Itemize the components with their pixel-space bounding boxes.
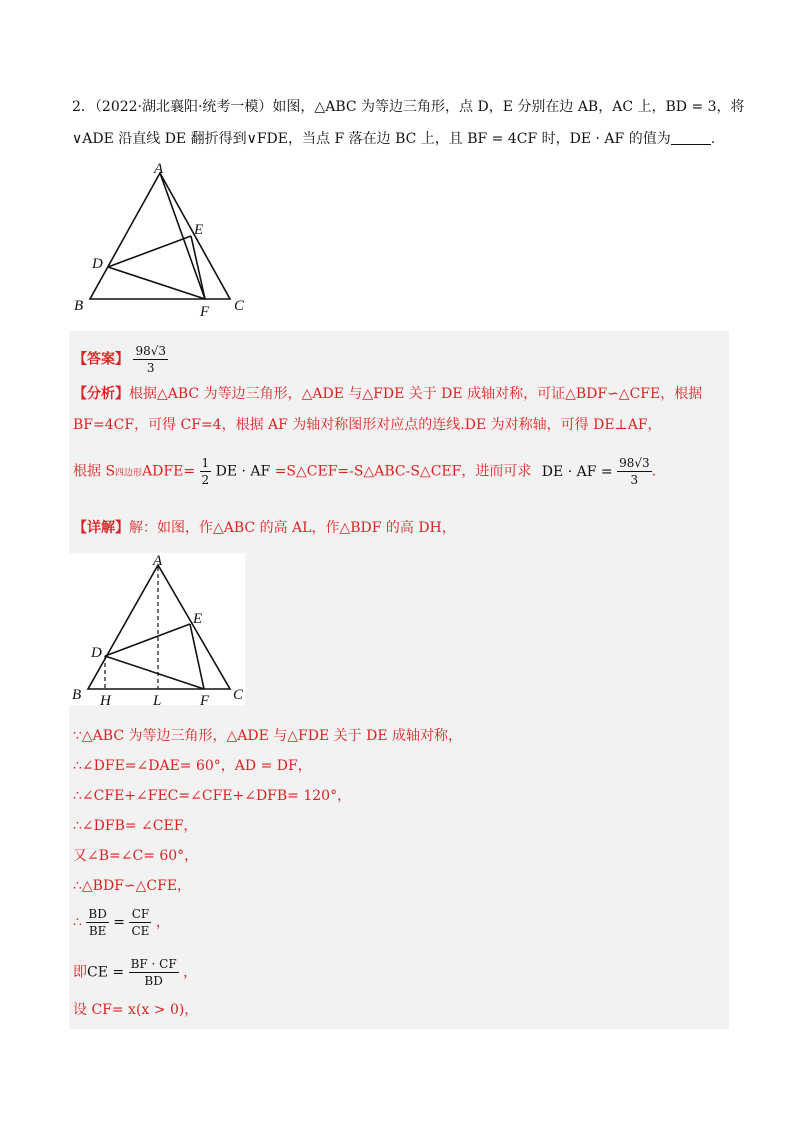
label-c-2: C (233, 687, 244, 703)
ce-suffix: ， (183, 964, 198, 981)
detail-step-5: 又∠B=∠C= 60°， (73, 848, 199, 864)
analysis-answer-num: 98√3 (619, 456, 650, 470)
label-d-2: D (91, 645, 102, 661)
question-line-2 (72, 128, 715, 150)
triangle-abc-2 (88, 565, 230, 689)
analysis-area-text: =S△CEF=-S△ABC-S△CEF，进而可求 (274, 463, 532, 480)
answer-denominator: 3 (146, 361, 155, 375)
question-line-2-end: . (710, 131, 716, 147)
detail-step-6: ∴△BDF∽△CFE， (73, 878, 192, 894)
analysis-answer-fraction (617, 455, 652, 488)
label-e: E (194, 222, 204, 238)
ce-prefix: 即 (73, 964, 87, 981)
answer-numerator: 98√3 (135, 344, 167, 358)
answer-tag: 【答案】 (73, 351, 129, 368)
ratio-prefix: ∴ (73, 914, 82, 931)
answer-line (73, 343, 168, 376)
analysis-text-1: 根据△ABC 为等边三角形，△ADE 与△FDE 关于 DE 成轴对称，可证△BDF∽△CFE，根据 (129, 386, 703, 402)
segment-de (108, 236, 191, 267)
label-c: C (234, 298, 245, 314)
ratio-suffix: ， (155, 914, 170, 931)
triangle-figure-1 (68, 160, 258, 320)
analysis-adfe: ADFE= (142, 463, 196, 480)
half-num: 1 (201, 456, 210, 470)
let-line: 设 CF= x(x > 0)， (73, 1002, 199, 1018)
segment-de-2 (105, 624, 190, 656)
detail-intro: 解：如图，作△ABC 的高 AL，作△BDF 的高 DH， (129, 520, 456, 536)
label-b: B (74, 298, 84, 314)
label-h-2: H (100, 693, 111, 705)
ratio-equals: = (113, 914, 126, 931)
ratio-line (73, 906, 170, 939)
ratio-right (129, 906, 151, 939)
detail-step-3: ∴∠CFE+∠FEC=∠CFE+∠DFB= 120°， (73, 788, 352, 804)
detail-step-2: ∴∠DFE=∠DAE= 60°，AD = DF， (73, 758, 312, 774)
ratio-left-den: BE (88, 924, 107, 938)
question-line-1: 2．（2022·湖北襄阳·统考一模）如图，△ABC 为等边三角形，点 D，E 分别在边 AB，AC 上，BD = 3，将 (72, 99, 745, 115)
answer-blank (671, 130, 711, 145)
label-d: D (92, 256, 103, 272)
detail-step-1: ∵△ABC 为等边三角形，△ADE 与△FDE 关于 DE 成轴对称， (73, 728, 462, 744)
ce-den: BD (144, 974, 163, 988)
label-l-2: L (153, 693, 162, 705)
question-line-2-text: ∨ADE 沿直线 DE 翻折得到∨FDE，当点 F 落在边 BC 上，且 BF = 4CF 时，DE · AF 的值为 (72, 131, 671, 147)
ratio-right-num: CF (129, 906, 151, 923)
ratio-right-den: CE (131, 924, 150, 938)
ce-line (73, 956, 197, 989)
triangle-abc (90, 173, 230, 299)
analysis-line-2: BF=4CF，可得 CF=4，根据 AF 为轴对称图形对应点的连线.DE 为对称轴，可得 DE⊥AF， (73, 417, 662, 433)
answer-fraction (133, 343, 168, 376)
label-a: A (154, 161, 164, 177)
triangle-figure-2 (69, 553, 245, 705)
analysis-line-1 (73, 384, 702, 404)
detail-step-4: ∴∠DFB= ∠CEF， (73, 818, 198, 834)
analysis-s-label: 根据 S (73, 463, 116, 480)
label-f-2: F (200, 693, 210, 705)
analysis-answer-den: 3 (630, 473, 639, 487)
ce-fraction (129, 956, 179, 989)
segment-df-2 (105, 656, 204, 689)
half-den: 2 (201, 473, 210, 487)
label-b-2: B (72, 687, 82, 703)
ce-num: BF · CF (130, 957, 177, 971)
segment-df (108, 267, 205, 299)
ratio-left (86, 906, 108, 939)
detail-tag: 【详解】 (73, 520, 129, 536)
analysis-line-3 (73, 455, 656, 488)
ratio-left-num: BD (88, 907, 107, 921)
analysis-tag: 【分析】 (73, 386, 129, 402)
label-e-2: E (193, 611, 203, 627)
half-fraction (200, 455, 212, 488)
analysis-end: . (651, 463, 657, 480)
label-f: F (200, 304, 210, 320)
de-af-expr: DE · AF = (541, 463, 613, 480)
analysis-s-sub: 四边形 (115, 468, 143, 479)
label-a-2: A (153, 553, 163, 569)
detail-intro-line (73, 518, 456, 538)
ce-lhs: CE = (87, 964, 125, 981)
de-af-term: DE · AF (215, 463, 271, 480)
